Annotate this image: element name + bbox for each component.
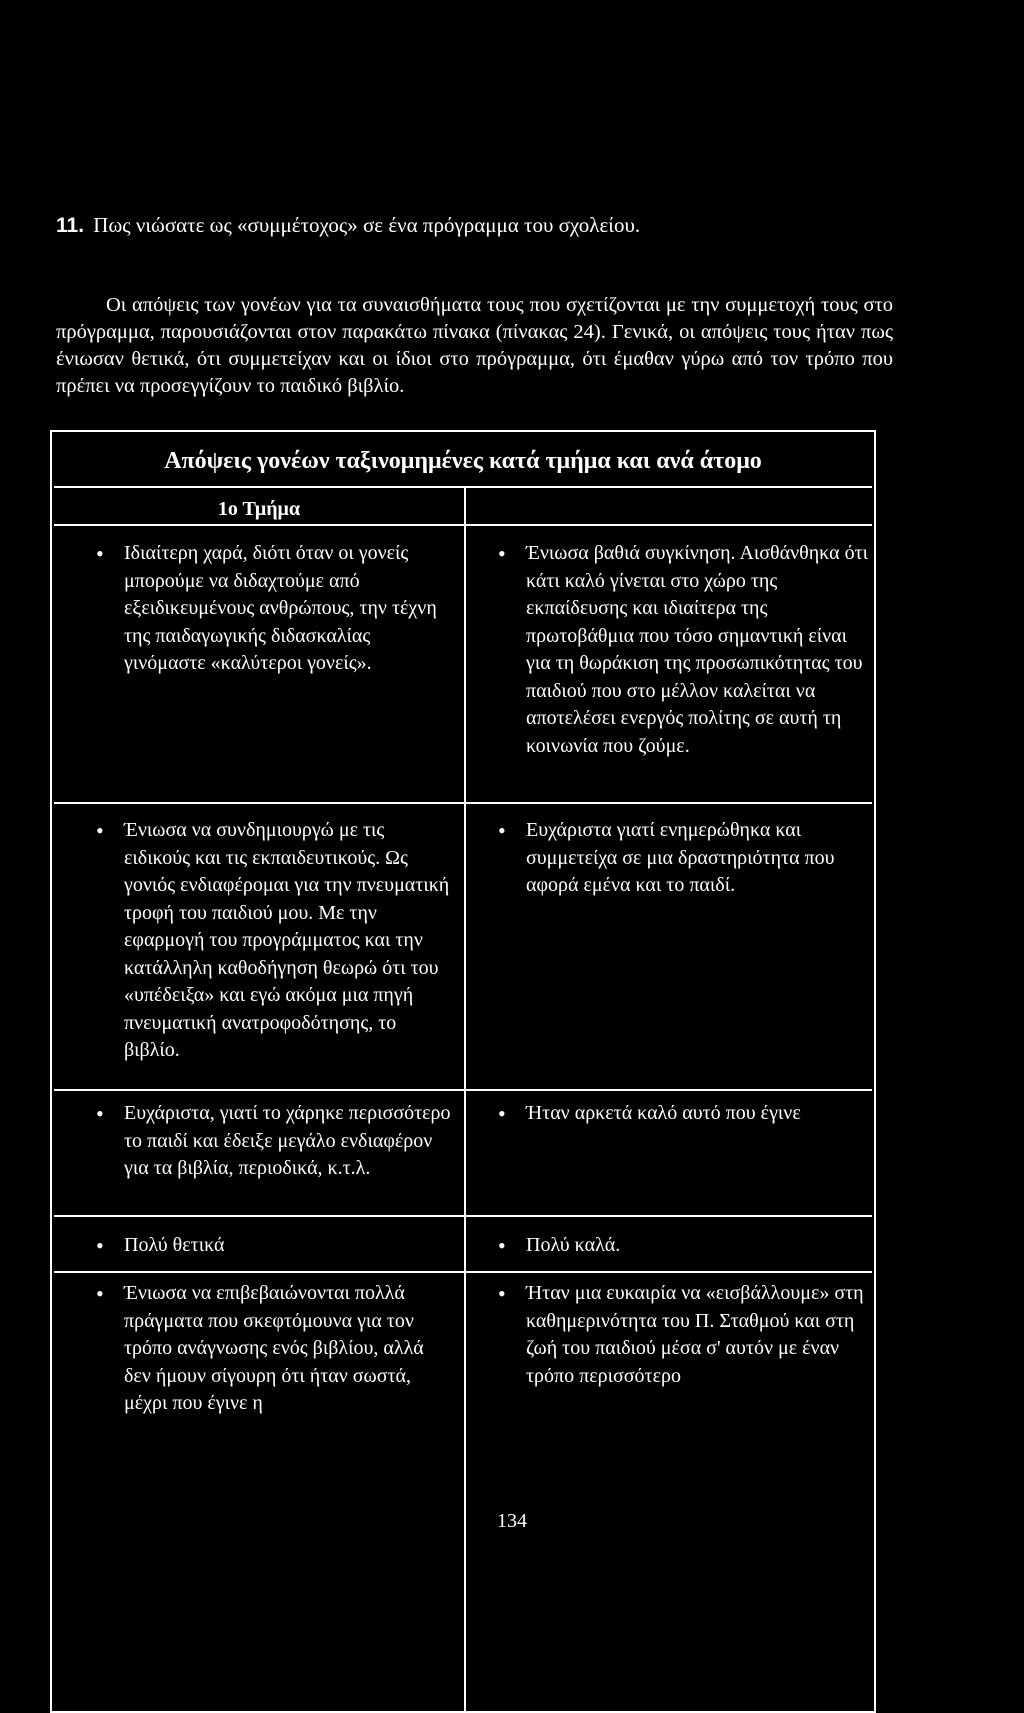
table-title: Απόψεις γονέων ταξινομημένες κατά τμήμα και ανά άτομο	[164, 448, 762, 474]
section-heading	[56, 212, 956, 239]
table-cell-r2-right	[498, 817, 868, 900]
row-divider	[54, 1215, 872, 1217]
row-divider	[54, 802, 872, 804]
intro-paragraph: Οι απόψεις των γονέων για τα συναισθήματα τους που σχετίζονται με την συμμετοχή τους στο πρόγραμμα, παρουσιάζονται στον παρακάτω πίνακα (πίνακας 24). Γενικά, οι απόψεις τους ήταν πως ένιωσαν θετικά, ότι συμμετείχαν και οι ίδιοι στο πρόγραμμα, ότι έμαθαν γύρω από τον τρόπο που πρέπει να προσεγγίζουν το παιδικό βιβλίο.	[56, 294, 893, 397]
row-divider	[54, 1089, 872, 1091]
section-heading-text: Πως νιώσατε ως «συμμέτοχος» σε ένα πρόγραμμα του σχολείου.	[93, 213, 641, 237]
list-item: • Ένιωσα να επιβεβαιώνονται πολλά πράγματα που σκεφτόμουνα για τον τρόπο ανάγνωσης ενός βιβλίου, αλλά δεν ήμουν σίγουρη ότι ήταν σωστά, μέχρι που έγινε η	[96, 1280, 454, 1418]
row-divider	[54, 1271, 872, 1273]
table-cell-r4-left	[96, 1232, 454, 1260]
table-cell-r5-right	[498, 1280, 868, 1390]
list-item: • Πολύ θετικά	[96, 1232, 454, 1260]
list-item: • Πολύ καλά.	[498, 1232, 868, 1260]
table-cell-r5-left	[96, 1280, 454, 1418]
title-divider	[54, 486, 872, 488]
list-item: • Ήταν μια ευκαιρία να «εισβάλλουμε» στη καθημερινότητα του Π. Σταθμού και στη ζωή του παιδιού μέσα σ' αυτόν με έναν τρόπο περισσότερο	[498, 1280, 868, 1390]
section-number: 11.	[56, 214, 85, 237]
table-cell-r3-right	[498, 1100, 868, 1128]
table-cell-r3-left	[96, 1100, 454, 1183]
list-item: • Ιδιαίτερη χαρά, διότι όταν οι γονείς μπορούμε να διδαχτούμε από εξειδικευμένους ανθρώπους, την τέχνη της παιδαγωγικής διδασκαλίας γινόμαστε «καλύτεροι γονείς».	[96, 540, 454, 678]
list-item: • Ευχάριστα, γιατί το χάρηκε περισσότερο το παιδί και έδειξε μεγάλο ενδιαφέρον για τα βιβλία, περιοδικά, κ.τ.λ.	[96, 1100, 454, 1183]
page-number: 134	[497, 1510, 527, 1532]
list-item: • Ήταν αρκετά καλό αυτό που έγινε	[498, 1100, 868, 1128]
list-item: • Ευχάριστα γιατί ενημερώθηκα και συμμετείχα σε μια δραστηριότητα που αφορά εμένα και το παιδί.	[498, 817, 868, 900]
list-item: • Ένιωσα να συνδημιουργώ με τις ειδικούς και τις εκπαιδευτικούς. Ως γονιός ενδιαφέρομαι για την πνευματική τροφή του παιδιού μου. Με την εφαρμογή του προγράμματος και την κατάλληλη καθοδήγηση θεωρώ ότι του «υπέδειξα» και εγώ ακόμα μια πηγή πνευματική ανατροφοδότησης, το βιβλίο.	[96, 817, 454, 1065]
table-cell-r1-left	[96, 540, 454, 678]
table-cell-r4-right	[498, 1232, 868, 1260]
list-item: • Ένιωσα βαθιά συγκίνηση. Αισθάνθηκα ότι κάτι καλό γίνεται στο χώρο της εκπαίδευσης και ιδιαίτερα της πρωτοβάθμια που τόσο σημαντική είναι για τη θωράκιση της προσωπικότητας του παιδιού που στο μέλλον καλείται να αποτελέσει ενεργός πολίτης σε αυτή τη κοινωνία που ζούμε.	[498, 540, 868, 760]
table-cell-r1-right	[498, 540, 868, 760]
column-header-left: 1ο Τμήμα	[217, 498, 301, 520]
header-divider	[54, 524, 872, 526]
table-cell-r2-left	[96, 817, 454, 1065]
